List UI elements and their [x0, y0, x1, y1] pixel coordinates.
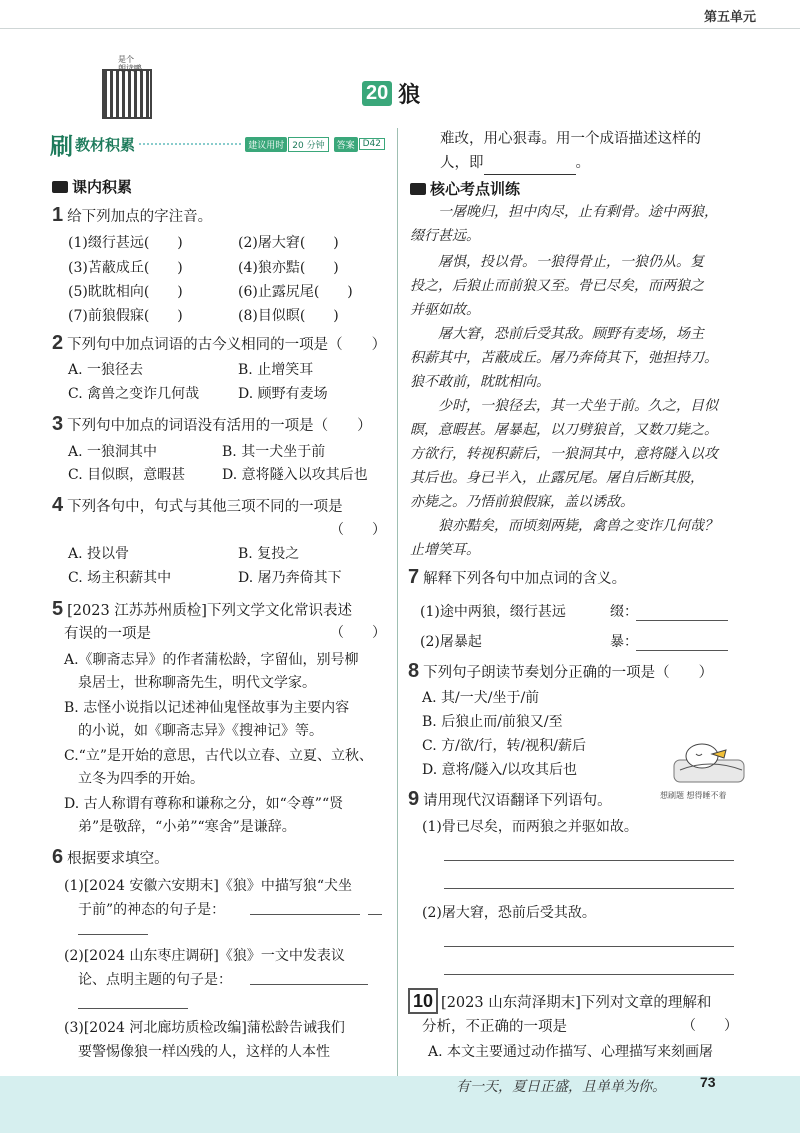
time-tag: 建议用时: [245, 137, 287, 152]
q6-line: 于前”的神态的句子是：: [78, 902, 226, 918]
answer-blank[interactable]: [636, 650, 728, 651]
passage-line: 狼亦黠矣，而顷刻两毙，禽兽之变诈几何哉？: [438, 518, 718, 534]
shua-logo: 刷: [50, 133, 73, 160]
q7-key: 暴：: [610, 634, 638, 650]
answer-line[interactable]: [444, 946, 734, 947]
q6-line: (1)[2024 安徽六安期末]《狼》中描写狼“犬坐: [64, 878, 352, 894]
q6-line: 论、点明主题的句子是：: [78, 972, 232, 988]
q-text: 下列句子朗读节奏划分正确的一项是（ ）: [423, 665, 714, 681]
passage-line: 少时，一狼径去，其一犬坐于前。久之，目似: [438, 398, 718, 414]
passage-line: 积薪其中，苫蔽成丘。屠乃奔倚其下，弛担持刀。: [410, 350, 718, 366]
q10-stem-cont: 分析，不正确的一项是: [422, 1019, 567, 1035]
option: D. 屠乃奔倚其下: [238, 570, 342, 586]
passage-line: 其后也。身已半入，止露尻尾。屠自后断其股，: [410, 470, 704, 486]
q-text: 解释下列各句中加点词的含义。: [423, 571, 627, 587]
dotted-rule: [139, 143, 241, 145]
option: A. 一狼径去: [68, 362, 144, 378]
q1-item: (4)狼亦黠( ): [238, 260, 339, 276]
question-3-stem: [52, 413, 372, 437]
passage-line: 一屠晚归，担中肉尽，止有剩骨。途中两狼，: [438, 204, 718, 220]
passage-line: 缀行甚远。: [410, 228, 480, 244]
passage-line: 屠惧，投以骨。一狼得骨止，一狼仍从。复: [438, 254, 704, 270]
option: A. 其/一犬/坐于/前: [422, 690, 540, 706]
passage-line: 方欲行，转视积薪后，一狼洞其中，意将隧入以攻: [410, 446, 718, 462]
q-number: 4: [52, 494, 64, 516]
answer-blank[interactable]: [250, 914, 360, 915]
qr-caption: 是个 朗读鸭: [118, 55, 142, 73]
column-divider: [397, 128, 398, 1076]
option: C. 场主积薪其中: [68, 570, 172, 586]
answer-paren: （ ）: [330, 625, 386, 641]
q6-text: 人，即: [440, 155, 484, 171]
question-10-stem: [408, 988, 711, 1014]
option: A. 一狼洞其中: [68, 444, 158, 460]
q1-item: (6)止露尻尾( ): [238, 284, 353, 300]
q-text: 下列句中加点的词语没有活用的一项是（ ）: [67, 418, 372, 434]
answer-tag: 答案: [334, 137, 358, 152]
q1-item: (2)屠大窘( ): [238, 235, 339, 251]
question-8-stem: [408, 660, 713, 684]
question-7-stem: [408, 566, 626, 590]
lesson-number: 20: [362, 81, 392, 106]
q-text: 下列各句中，句式与其他三项不同的一项是: [67, 499, 343, 515]
q7-key: 缀：: [610, 604, 638, 620]
answer-blank[interactable]: [368, 914, 382, 915]
option: B. 复投之: [238, 546, 300, 562]
question-5-stem: [52, 598, 352, 622]
subsection-heading: [52, 176, 132, 197]
q-text: 请用现代汉语翻译下列语句。: [423, 793, 612, 809]
subsection-heading: [410, 178, 520, 199]
option: B. 志怪小说指以记述神仙鬼怪故事为主要内容: [64, 700, 350, 716]
subsection-title: 课内积累: [72, 178, 133, 196]
answer-blank[interactable]: [484, 152, 576, 175]
qr-icon: [102, 69, 152, 119]
answer-blank[interactable]: [78, 934, 148, 935]
q-number: 3: [52, 413, 64, 435]
q7-item: (1)途中两狼，缀行甚远: [420, 604, 566, 620]
answer-line[interactable]: [444, 860, 734, 861]
q6-text: 。: [575, 155, 590, 171]
q-source: [2023 山东菏泽期末]: [441, 995, 581, 1011]
passage-line: 投之，后狼止而前狼又至。骨已尽矣，而两狼之: [410, 278, 704, 294]
q-text: 下列文学文化常识表述: [206, 603, 352, 619]
top-rule: [0, 28, 800, 29]
footer-band: [0, 1076, 800, 1133]
question-9-stem: [408, 788, 612, 812]
answer-paren: （ ）: [330, 522, 386, 538]
q1-item: (1)缀行甚远( ): [68, 235, 183, 251]
option: B. 止增笑耳: [238, 362, 314, 378]
translate-sentence: (1)骨已尽矣，而两狼之并驱如故。: [422, 819, 638, 835]
q-number: 7: [408, 566, 420, 588]
translate-sentence: (2)屠大窘，恐前后受其敌。: [422, 905, 596, 921]
q-text: 给下列加点的字注音。: [67, 209, 213, 225]
time-value: 20 分钟: [288, 137, 328, 152]
answer-blank[interactable]: [78, 1008, 188, 1009]
option: C.“立”是开始的意思，古代以立春、立夏、立秋、: [64, 748, 373, 764]
q-source: [2023 江苏苏州质检]: [67, 603, 207, 619]
q6-continued: [440, 152, 590, 175]
option: D. 意将/隧入/以攻其后也: [422, 762, 578, 778]
q6-continued: 难改，用心狠毒。用一个成语描述这样的: [440, 131, 701, 147]
answer-line[interactable]: [444, 974, 734, 975]
heading-marker: [52, 181, 68, 193]
q-text: 下列对文章的理解和: [580, 995, 712, 1011]
answer-paren: （ ）: [682, 1018, 738, 1034]
q-number: 5: [52, 598, 64, 620]
unit-label: 第五单元: [703, 10, 756, 25]
question-1-stem: [52, 204, 212, 228]
option: C. 方/欲/行，转/视积/薪后: [422, 738, 586, 754]
sketch-caption: 想刷题 想得睡不着: [660, 791, 727, 800]
sleeping-duck-icon: [672, 730, 746, 786]
heading-marker: [410, 183, 426, 195]
option: C. 禽兽之变诈几何哉: [68, 386, 200, 402]
option: B. 后狼止而/前狼又/至: [422, 714, 563, 730]
q1-item: (7)前狼假寐( ): [68, 308, 183, 324]
q-number: 8: [408, 660, 420, 682]
q7-item: (2)屠暴起: [420, 634, 482, 650]
page-number: 73: [700, 1074, 716, 1090]
option: A. 投以骨: [68, 546, 130, 562]
answer-value: D42: [359, 138, 385, 150]
q6-line: 要警惕像狼一样凶残的人，这样的人本性: [78, 1044, 330, 1060]
option-cont: 弟”是敬辞，“小弟”“寒舍”是谦辞。: [78, 819, 296, 835]
answer-blank[interactable]: [636, 620, 728, 621]
option-cont: 的小说，如《聊斋志异》《搜神记》等。: [78, 723, 323, 739]
question-6-stem: [52, 846, 169, 870]
section-bar: [50, 131, 390, 160]
q-text: 根据要求填空。: [67, 851, 169, 867]
lesson-title: 狼: [398, 83, 421, 108]
option: D. 古人称谓有尊称和谦称之分，如“令尊”“贤: [64, 796, 344, 812]
passage-line: 屠大窘，恐前后受其敌。顾野有麦场，场主: [438, 326, 704, 342]
q-number: 9: [408, 788, 420, 810]
q-number: 6: [52, 846, 64, 868]
option-cont: 立冬为四季的开始。: [78, 771, 204, 787]
question-2-stem: [52, 332, 386, 356]
subsection-title: 核心考点训练: [430, 180, 521, 198]
q-number: 2: [52, 332, 64, 354]
lesson-heading: [362, 78, 420, 109]
option: D. 意将隧入以攻其后也: [222, 467, 368, 483]
passage-line: 瞑，意暇甚。屠暴起，以刀劈狼首，又数刀毙之。: [410, 422, 718, 438]
q1-item: (3)苫蔽成丘( ): [68, 260, 183, 276]
q-number-boxed: 10: [408, 988, 438, 1014]
passage-line: 狼不敢前，眈眈相向。: [410, 374, 550, 390]
answer-blank[interactable]: [250, 984, 368, 985]
option: B. 其一犬坐于前: [222, 444, 326, 460]
passage-line: 止增笑耳。: [410, 542, 480, 558]
qr-code[interactable]: [96, 55, 154, 117]
q1-item: (8)目似瞑( ): [238, 308, 339, 324]
footer-motto: 有一天，夏日正盛，且单单为你。: [456, 1079, 666, 1095]
q5-stem-cont: 有误的一项是: [64, 626, 151, 642]
q6-line: (2)[2024 山东枣庄调研]《狼》一文中发表议: [64, 948, 345, 964]
passage-line: 并驱如故。: [410, 302, 480, 318]
section-title: 教材积累: [75, 135, 136, 154]
q1-item: (5)眈眈相向( ): [68, 284, 183, 300]
option: A.《聊斋志异》的作者蒲松龄，字留仙，别号柳: [64, 652, 359, 668]
passage-line: 亦毙之。乃悟前狼假寐，盖以诱敌。: [410, 494, 634, 510]
q-text: 下列句中加点词语的古今义相同的一项是（ ）: [67, 337, 387, 353]
question-4-stem: [52, 494, 343, 518]
answer-line[interactable]: [444, 888, 734, 889]
option-cont: 泉居士，世称聊斋先生，明代文学家。: [78, 675, 316, 691]
option: D. 顾野有麦场: [238, 386, 328, 402]
option: C. 目似瞑，意暇甚: [68, 467, 186, 483]
q-number: 1: [52, 204, 64, 226]
q6-line: (3)[2024 河北廊坊质检改编]蒲松龄告诫我们: [64, 1020, 345, 1036]
option: A. 本文主要通过动作描写、心理描写来刻画屠: [428, 1044, 714, 1060]
